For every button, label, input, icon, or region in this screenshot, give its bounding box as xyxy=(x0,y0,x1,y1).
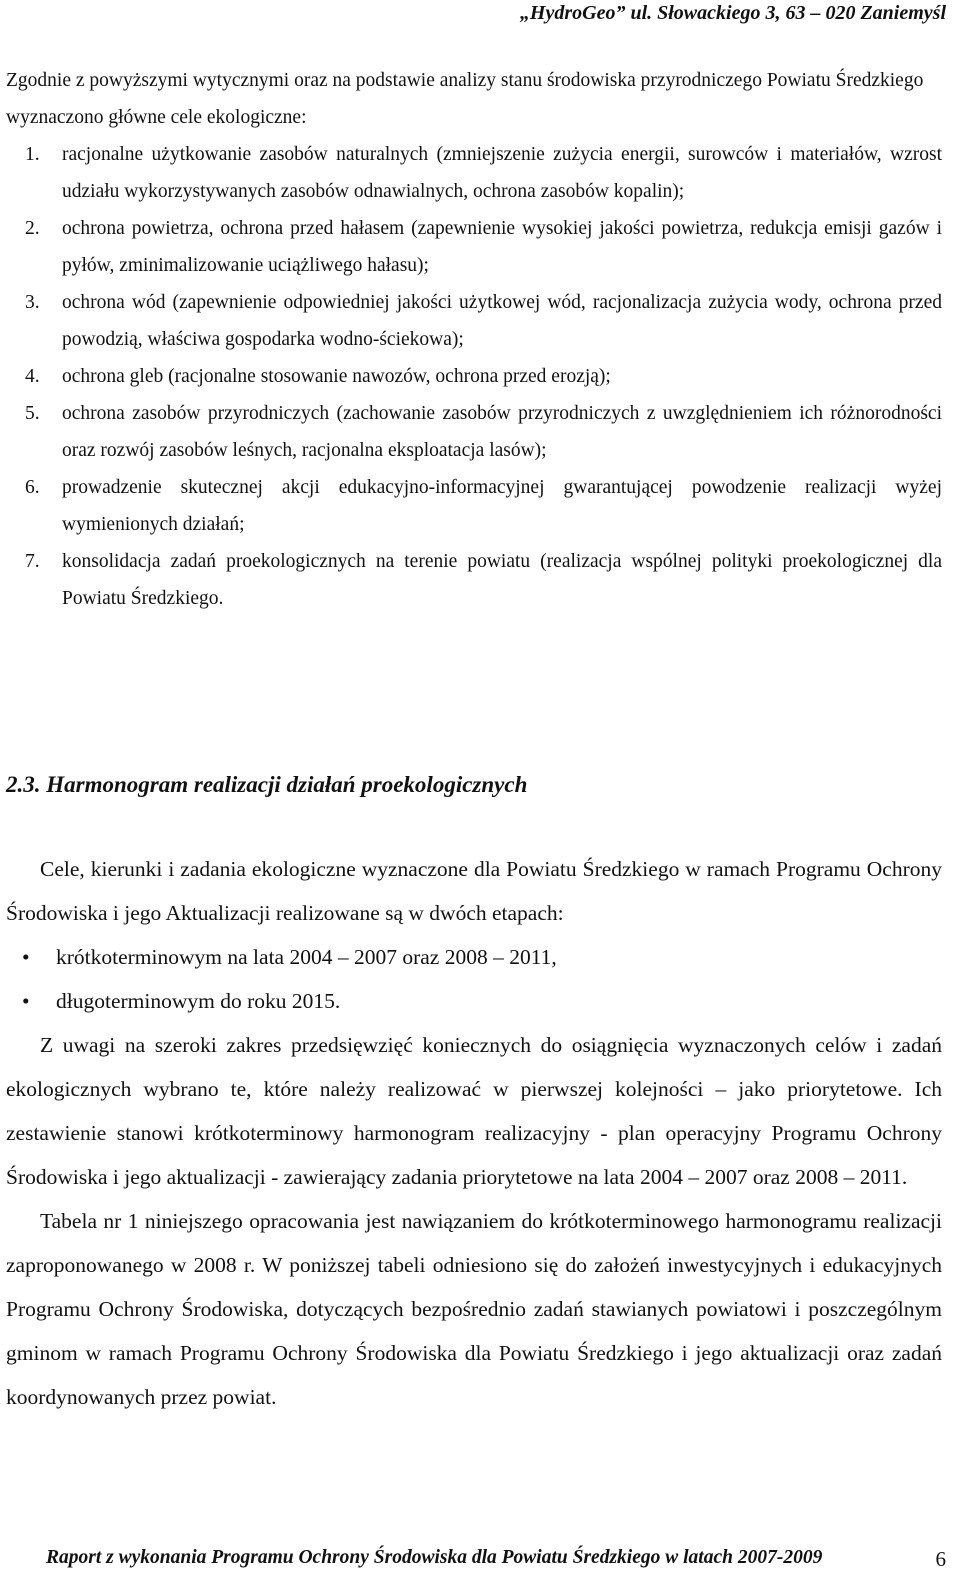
section-title: Harmonogram realizacji działań proekologicznych xyxy=(46,772,528,797)
bullet-icon: • xyxy=(22,945,30,969)
list-item xyxy=(6,979,942,1023)
stages-list xyxy=(6,935,942,1023)
goal-item xyxy=(6,358,942,395)
goal-number: 7. xyxy=(25,551,40,572)
list-item xyxy=(6,935,942,979)
paragraph-priorities: Z uwagi na szeroki zakres przedsięwzięć koniecznych do osiągnięcia wyznaczonych celów i zadań ekologicznych wybrano te, które należy realizować w pierwszej kolejności – jako priorytetowe. Ich zestawienie stanowi krótkoterminowy harmonogram realizacyjny - plan operacyjny Programu Ochrony Środowiska i jego aktualizacji - zawierający zadania priorytetowe na lata 2004 – 2007 oraz 2008 – 2011. xyxy=(6,1033,942,1189)
goal-text: ochrona gleb (racjonalne stosowanie nawozów, ochrona przed erozją); xyxy=(62,366,611,387)
list-item-text: krótkoterminowym na lata 2004 – 2007 oraz 2008 – 2011, xyxy=(56,945,557,969)
section-body xyxy=(6,847,942,1419)
goal-text: prowadzenie skutecznej akcji edukacyjno-informacyjnej gwarantującej powodzenie realizacji wyżej wymienionych działań; xyxy=(62,477,942,535)
goal-text: ochrona powietrza, ochrona przed hałasem (zapewnienie wysokiej jakości powietrza, redukcja emisji gazów i pyłów, zminimalizowanie uciążliwego hałasu); xyxy=(62,218,942,276)
intro-paragraph: Zgodnie z powyższymi wytycznymi oraz na podstawie analizy stanu środowiska przyrodniczego Powiatu Średzkiego wyznaczono główne cele ekologiczne: xyxy=(6,70,924,128)
paragraph-table-reference: Tabela nr 1 niniejszego opracowania jest nawiązaniem do krótkoterminowego harmonogramu realizacji zaproponowanego w 2008 r. W poniższej tabeli odniesiono się do założeń inwestycyjnych i edukacyjnych Programu Ochrony Środowiska, dotyczących bezpośrednio zadań stawianych powiatowi i poszczególnym gminom w ramach Programu Ochrony Środowiska dla Powiatu Średzkiego i jego aktualizacji oraz zadań koordynowanych przez powiat. xyxy=(6,1209,942,1409)
goals-list xyxy=(6,136,942,617)
goal-text: racjonalne użytkowanie zasobów naturalnych (zmniejszenie zużycia energii, surowców i materiałów, wzrost udziału wykorzystywanych zasobów odnawialnych, ochrona zasobów kopalin); xyxy=(62,144,942,202)
goal-item xyxy=(6,136,942,210)
goal-text: ochrona wód (zapewnienie odpowiedniej jakości użytkowej wód, racjonalizacja zużycia wody, ochrona przed powodzią, właściwa gospodarka wodno-ściekowa); xyxy=(62,292,942,350)
footer-title: Raport z wykonania Programu Ochrony Środowiska dla Powiatu Średzkiego w latach 2007-2009 xyxy=(46,1547,823,1568)
goal-number: 6. xyxy=(25,477,40,498)
goal-item xyxy=(6,284,942,358)
goal-text: konsolidacja zadań proekologicznych na terenie powiatu (realizacja wspólnej polityki proekologicznej dla Powiatu Średzkiego. xyxy=(62,551,942,609)
page-footer xyxy=(46,1547,946,1572)
section-number: 2.3. xyxy=(6,772,41,797)
goal-item xyxy=(6,395,942,469)
list-item-text: długoterminowym do roku 2015. xyxy=(56,989,341,1013)
goal-text: ochrona zasobów przyrodniczych (zachowanie zasobów przyrodniczych z uwzględnieniem ich różnorodności oraz rozwój zasobów leśnych, racjonalna eksploatacja lasów); xyxy=(62,403,942,461)
goal-item xyxy=(6,210,942,284)
page-number: 6 xyxy=(935,1547,946,1571)
goal-number: 1. xyxy=(25,144,40,165)
goal-item xyxy=(6,469,942,543)
goal-item xyxy=(6,543,942,617)
page-header: „HydroGeo” ul. Słowackiego 3, 63 – 020 Zaniemyśl xyxy=(519,2,946,24)
goal-number: 2. xyxy=(25,218,40,239)
goal-number: 3. xyxy=(25,292,40,313)
goal-number: 4. xyxy=(25,366,40,387)
goal-number: 5. xyxy=(25,403,40,424)
section-heading xyxy=(6,772,527,798)
paragraph-stages: Cele, kierunki i zadania ekologiczne wyznaczone dla Powiatu Średzkiego w ramach Programu Ochrony Środowiska i jego Aktualizacji realizowane są w dwóch etapach: xyxy=(6,857,942,925)
goals-section xyxy=(6,62,942,617)
bullet-icon: • xyxy=(22,989,30,1013)
